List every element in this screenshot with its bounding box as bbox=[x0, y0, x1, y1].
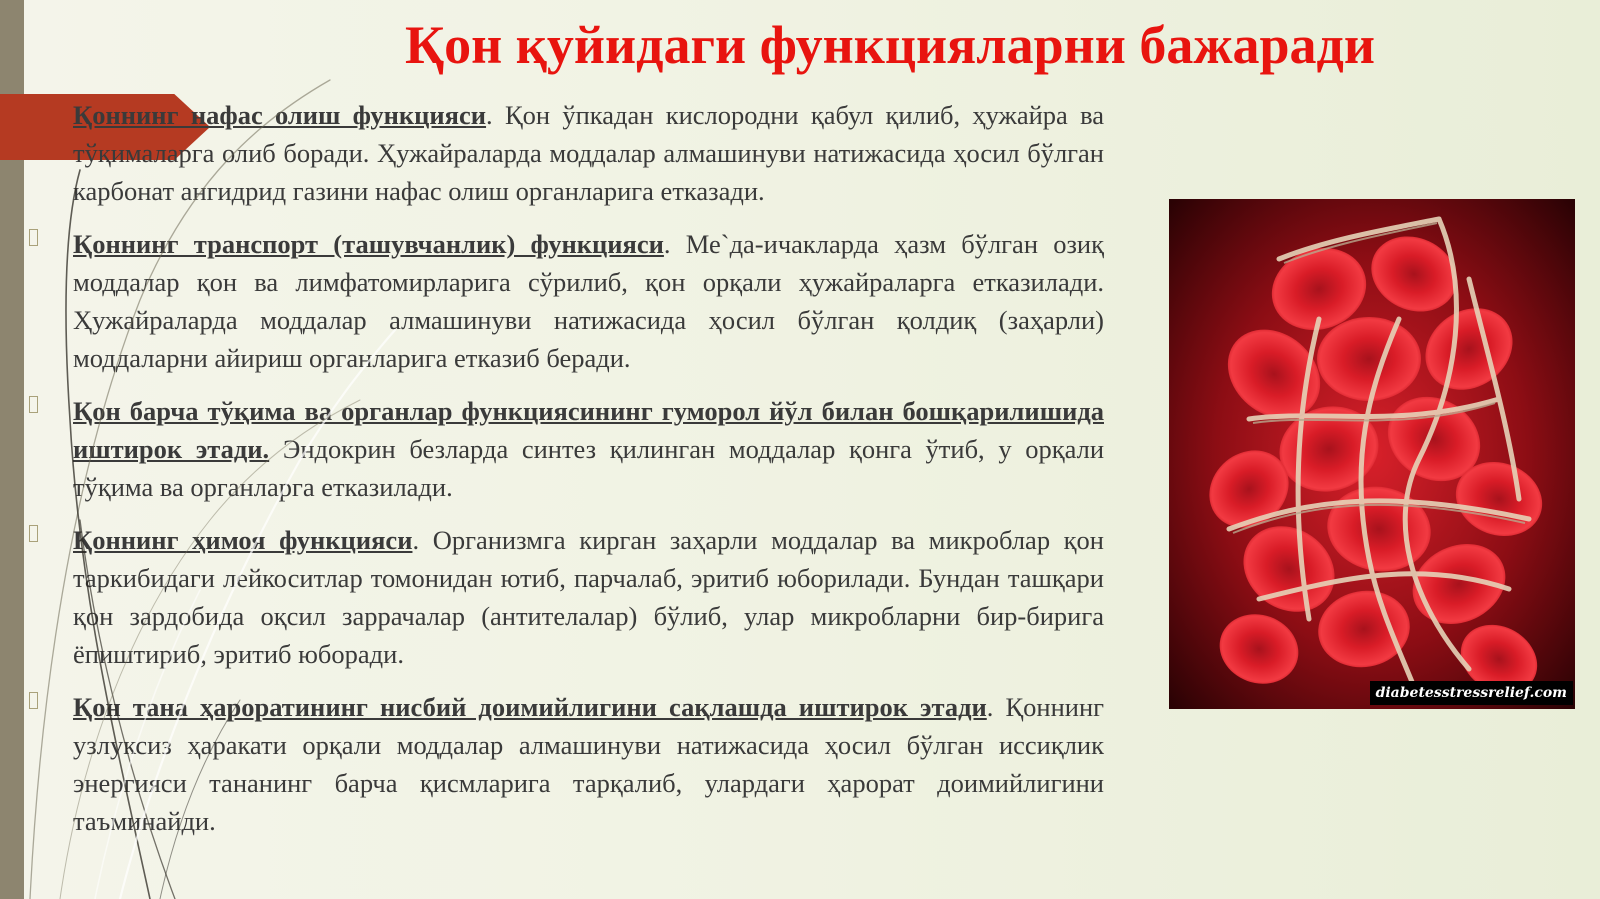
paragraph-humoral bbox=[73, 392, 1104, 506]
paragraph-text: . Қон ўпкадан кислородни қабул қилиб, ҳужайра ва тўқималарга олиб боради. Ҳужайраларда моддалар алмашинуви натижасида ҳосил бўлган карбонат ангидрид газини нафас олиш органларига етказади. bbox=[73, 100, 1104, 206]
paragraph-text: . Организмга кирган заҳарли моддалар ва микроблар қон таркибидаги лейкоситлар томонидан ютиб, парчалаб, эритиб юборилади. Бундан ташқари қон зардобида оқсил заррачалар (антителалар) бўлиб, улар микробларни бир-бирига ёпиштириб, эритиб юборади. bbox=[73, 525, 1104, 669]
paragraph-lead: Қон барча тўқима ва органлар функциясининг гуморол йўл билан бошқарилишида иштирок этади. bbox=[73, 396, 1104, 464]
paragraph-text: Эндокрин безларда синтез қилинган моддалар қонга ўтиб, у орқали тўқима ва органларга етказилади. bbox=[73, 434, 1105, 502]
paragraph-protective bbox=[73, 521, 1104, 673]
paragraph-lead: Қоннинг нафас олиш функцияси bbox=[73, 100, 487, 130]
paragraph-lead: Қон тана ҳароратининг нисбий доимийлигини сақлашда иштирок этади bbox=[73, 692, 987, 722]
slide-title: Қон қуйидаги функцияларни бажаради bbox=[405, 15, 1375, 75]
paragraph-respiratory bbox=[73, 96, 1104, 210]
paragraph-text: . Қоннинг узлуксиз ҳаракати орқали моддалар алмашинуви натижасида ҳосил бўлган иссиқлик энергияси тананинг барча қисмларига тарқалиб, улардаги ҳарорат доимийлигини таъминайди. bbox=[73, 692, 1104, 836]
paragraph-text: . Ме`да-ичакларда ҳазм бўлган озиқ моддалар қон ва лимфатомирларига сўрилиб, қон орқали ҳужайраларга етказилади. Ҳужайраларда моддалар алмашинуви натижасида ҳосил бўлган қолдиқ (заҳарли) моддаларни айириш органларига етказиб беради. bbox=[73, 229, 1104, 373]
paragraph-lead: Қоннинг ҳимоя функцияси bbox=[73, 525, 413, 555]
paragraph-list bbox=[73, 96, 1104, 855]
paragraph-transport bbox=[73, 225, 1104, 377]
blood-cells-image bbox=[1169, 199, 1575, 709]
bullet-icon bbox=[29, 692, 38, 709]
paragraph-lead: Қоннинг транспорт (ташувчанлик) функцияси bbox=[73, 229, 664, 259]
bullet-icon bbox=[29, 525, 38, 542]
image-watermark: diabetesstressrelief.com bbox=[1370, 681, 1573, 705]
bullet-icon bbox=[29, 396, 38, 413]
bullet-icon bbox=[29, 229, 38, 246]
paragraph-thermoregulation bbox=[73, 688, 1104, 840]
